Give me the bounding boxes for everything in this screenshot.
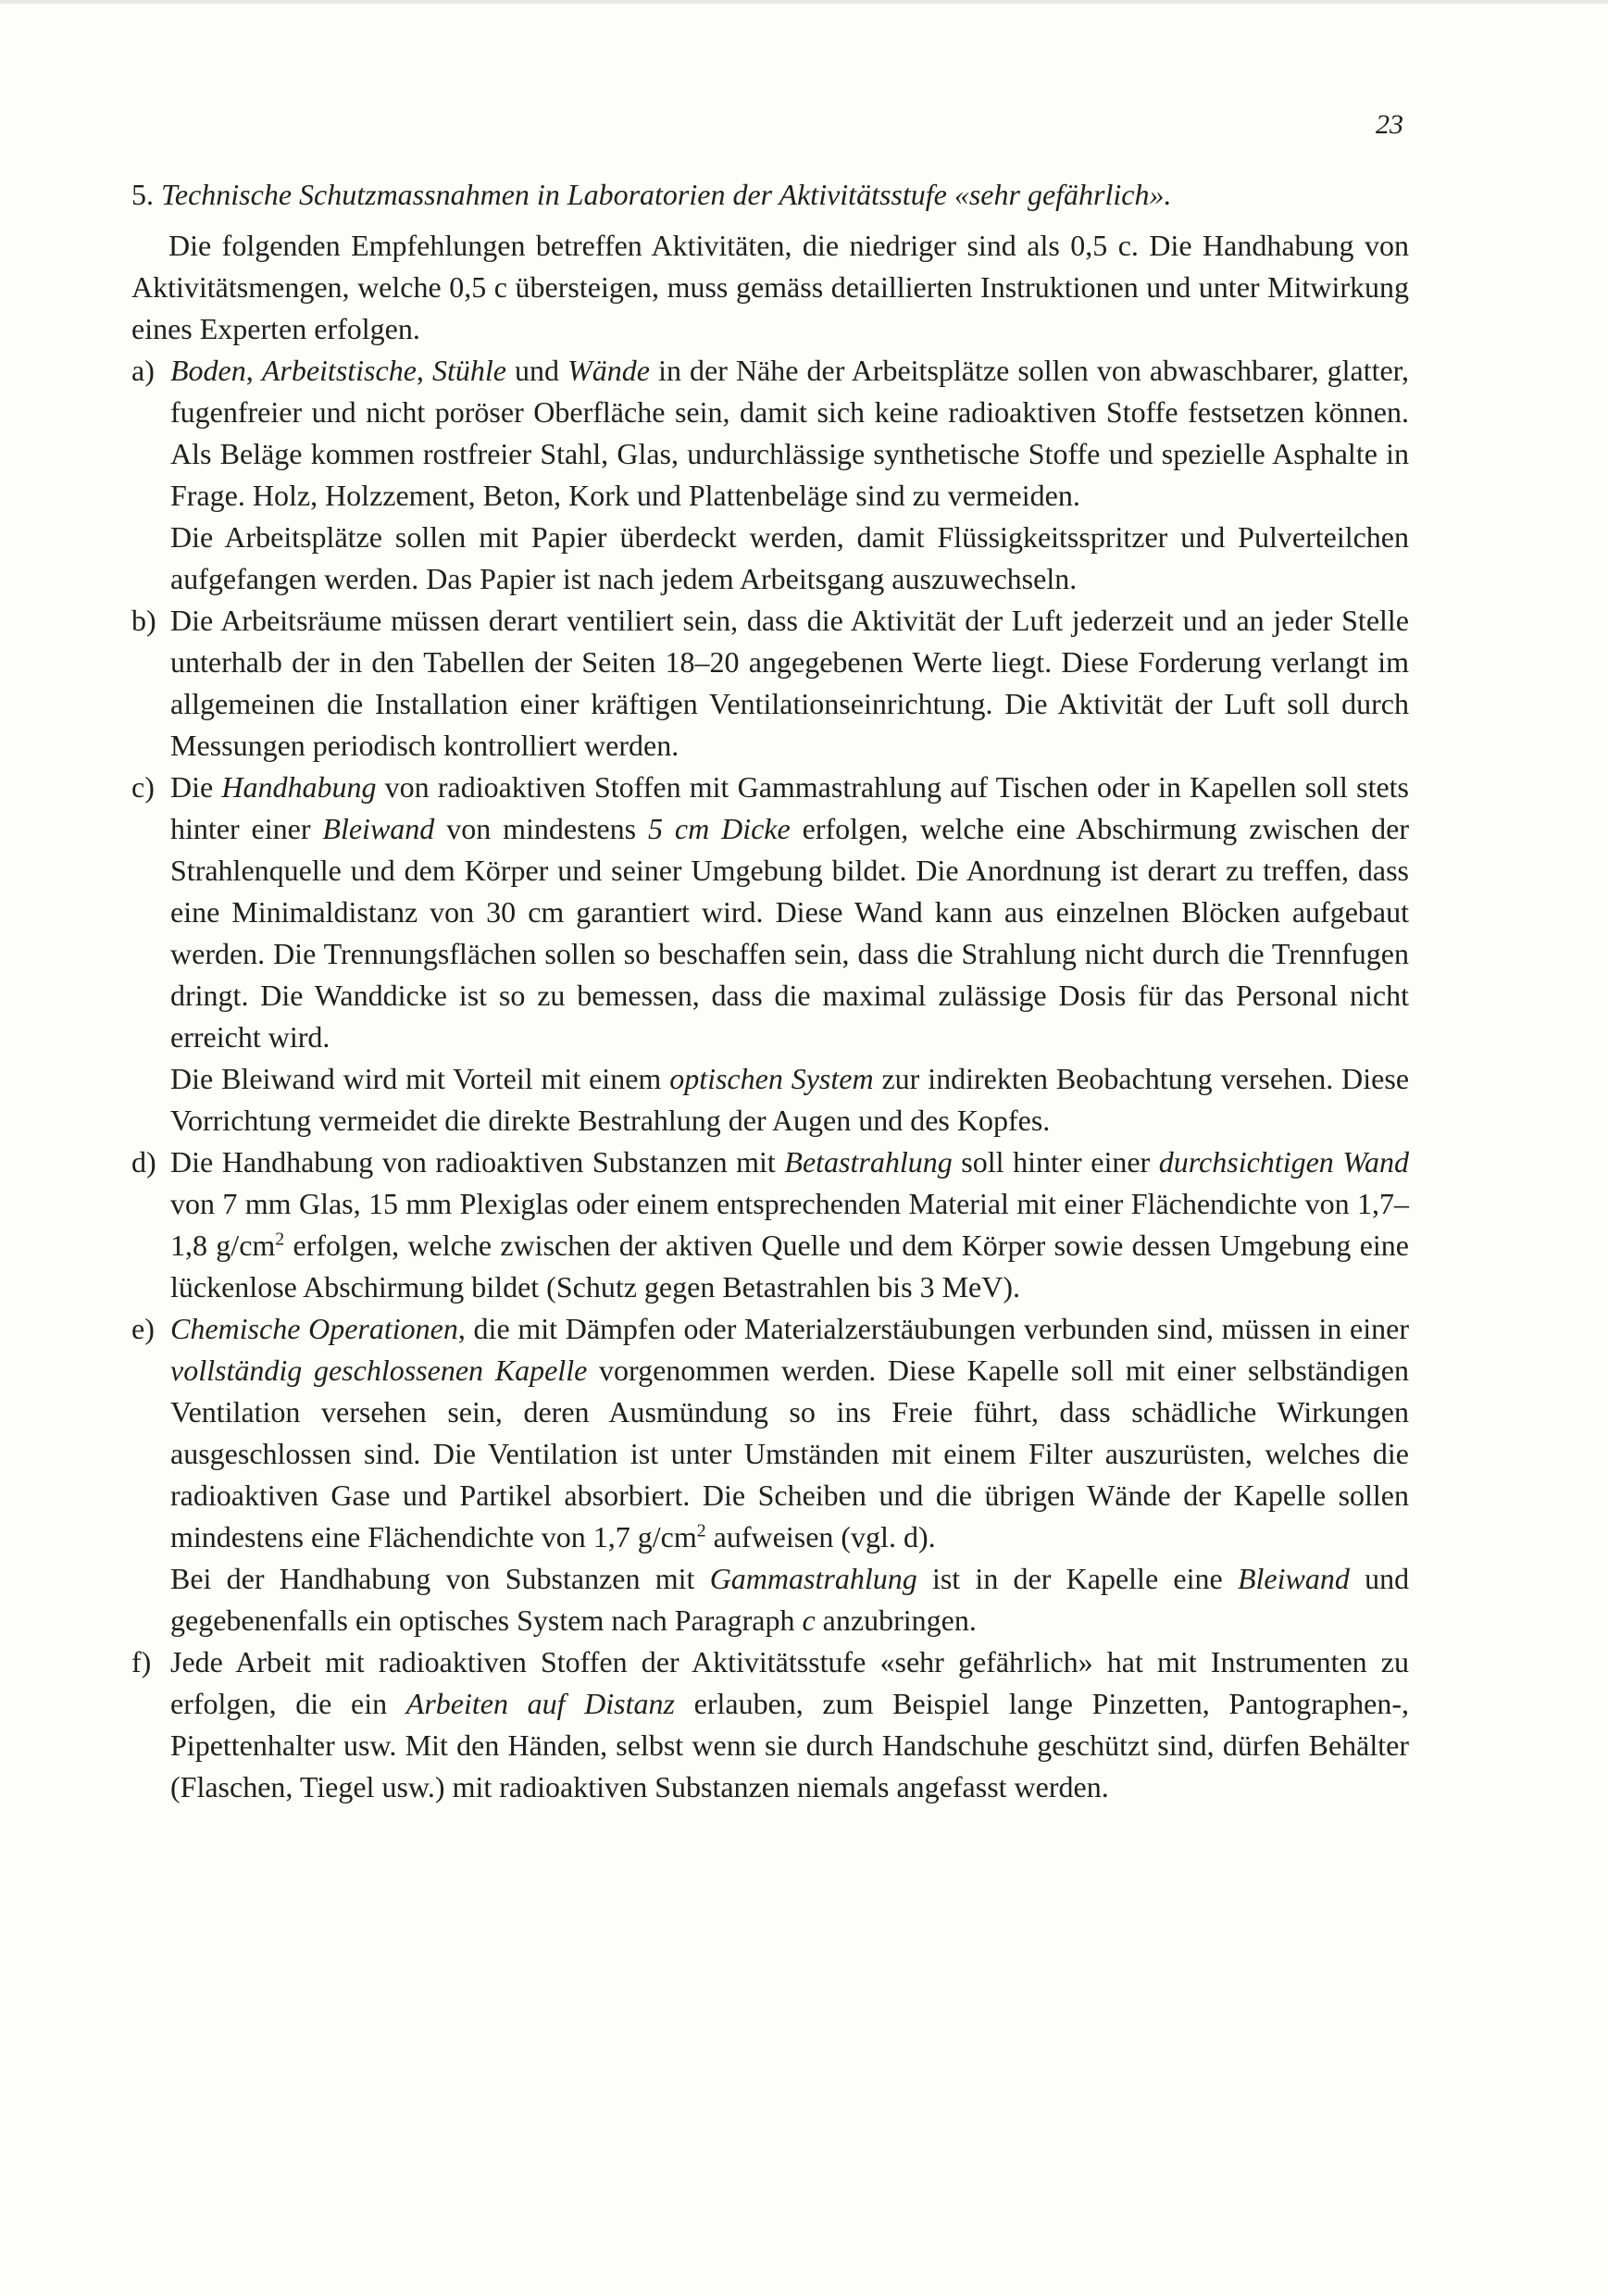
item-d-text: von 7 mm Glas, 15 mm Plexiglas oder einem entsprechenden Material mit einer Flächendichte von 1,7–1,8 g/cm [170,1187,1409,1262]
item-a-term: Stühle [431,354,506,387]
section-title: Technische Schutzmassnahmen in Laboratorien der Aktivitätsstufe «sehr gefährlich». [161,178,1172,211]
item-a-text: , [245,354,254,387]
list-item-c [131,767,1409,1142]
item-e-paragraph-2 [170,1558,1409,1641]
list-item-e [131,1308,1409,1641]
item-e-text: ist in der Kapelle eine [931,1562,1223,1595]
item-e-text: vorgenommen werden. Diese Kapelle soll mit einer selbständigen Ventilation versehen sein, deren Ausmündung so ins Freie führt, dass schädliche Wirkungen ausgeschlossen sind. Die Ventilation ist unter Umständen mit einem Filter auszurüsten, welches die radioaktiven Gase und Partikel absorbiert. Die Scheiben und die übrigen Wände der Kapelle sollen mindestens eine Flächendichte von 1,7 g/cm [170,1354,1409,1554]
item-c-term: Bleiwand [322,812,435,845]
item-a-text: in der Nähe der Arbeitsplätze sollen von abwaschbarer, glatter, fugenfreier und nicht poröser Oberfläche sein, damit sich keine radioaktiven Stoffe festsetzen können. Als Beläge kommen rostfreier Stahl, Glas, undurchlässige synthetische Stoffe und spezielle Asphalte in Frage. Holz, Holzzement, Beton, Kork und Plattenbeläge sind zu vermeiden. [170,354,1410,512]
item-e-text: Bei der Handhabung von Substanzen mit [170,1562,695,1595]
item-a-paragraph-1 [170,350,1409,517]
section-heading [131,174,1409,216]
list-item-a [131,350,1409,600]
item-c-term: optischen System [669,1062,874,1095]
page-body [131,174,1409,1808]
item-c-term: Handhabung [221,770,377,804]
superscript: 2 [696,1520,706,1541]
page-number: 23 [1376,109,1403,140]
list-item-f [131,1641,1409,1808]
item-c-text: zur indirekten Beobachtung versehen. Diese Vorrichtung vermeidet die direkte Bestrahlung der Augen und des Kopfes. [170,1062,1410,1137]
item-c-paragraph-2 [170,1058,1409,1142]
list-label-c: c) [131,770,155,804]
item-f-term: Arbeiten auf Distanz [405,1687,675,1720]
list-item-b [131,600,1409,767]
item-f-paragraph [170,1641,1409,1808]
item-d-text: erfolgen, welche zwischen der aktiven Quelle und dem Körper sowie dessen Umgebung eine lückenlose Abschirmung bildet (Schutz gegen Betastrahlen bis 3 MeV). [170,1229,1410,1304]
list-item-d [131,1142,1409,1308]
item-a-text: und [515,354,560,387]
item-e-paragraph-1 [170,1308,1409,1558]
item-e-text: anzubringen. [822,1603,977,1637]
item-e-term: c [802,1603,816,1637]
item-c-text: Die [170,770,214,804]
intro-paragraph: Die folgenden Empfehlungen betreffen Aktivitäten, die niedriger sind als 0,5 c. Die Handhabung von Aktivitätsmengen, welche 0,5 c übersteigen, muss gemäss detaillierten Instruktionen und unter Mitwirkung eines Experten erfolgen. [131,229,1409,345]
item-a-text: , [416,354,424,387]
item-a-paragraph-2: Die Arbeitsplätze sollen mit Papier überdeckt werden, damit Flüssigkeitsspritzer und Pulverteilchen aufgefangen werden. Das Papier ist nach jedem Arbeitsgang auszuwechseln. [170,520,1409,595]
item-e-text: aufweisen (vgl. d). [713,1520,936,1554]
item-e-text: und gegebenenfalls ein optisches System nach Paragraph [170,1562,1410,1637]
item-c-paragraph-1 [170,767,1409,1058]
item-c-text: von radioaktiven Stoffen mit Gammastrahlung auf Tischen oder in Kapellen soll stets hinter einer [170,770,1409,845]
item-d-text: soll hinter einer [961,1145,1151,1179]
list-label-b: b) [131,604,156,637]
item-c-term: 5 cm Dicke [647,812,791,845]
page-top-edge [0,0,1608,4]
list-label-e: e) [131,1312,155,1345]
item-e-term: vollständig geschlossenen Kapelle [170,1354,588,1387]
item-d-text: Die Handhabung von radioaktiven Substanzen mit [170,1145,776,1179]
item-e-term: Gammastrahlung [709,1562,917,1595]
section-number: 5. [131,178,154,211]
list-label-f: f) [131,1645,152,1678]
item-c-text: Die Bleiwand wird mit Vorteil mit einem [170,1062,662,1095]
item-e-term: Bleiwand [1237,1562,1350,1595]
item-a-term: Arbeitstische [261,354,417,387]
item-f-text: Jede Arbeit mit radioaktiven Stoffen der Aktivitätsstufe «sehr gefährlich» hat mit Instrumenten zu erfolgen, die ein [170,1645,1409,1720]
item-a-term: Wände [567,354,650,387]
item-f-text: erlauben, zum Beispiel lange Pinzetten, Pantographen-, Pipettenhalter usw. Mit den Händen, selbst wenn sie durch Handschuhe geschützt sind, dürfen Behälter (Flaschen, Tiegel usw.) mit radioaktiven Substanzen niemals angefasst werden. [170,1687,1409,1803]
item-c-text: von mindestens [446,812,637,845]
list-label-a: a) [131,354,155,387]
superscript: 2 [275,1229,285,1250]
item-e-term: Chemische Operationen [170,1312,458,1345]
list-label-d: d) [131,1145,156,1179]
item-d-term: Betastrahlung [784,1145,953,1179]
item-d-term: durchsichtigen Wand [1158,1145,1410,1179]
item-a-term: Boden [170,354,246,387]
item-e-text: , die mit Dämpfen oder Materialzerstäubungen verbunden sind, müssen in einer [457,1312,1410,1345]
item-c-text: erfolgen, welche eine Abschirmung zwischen der Strahlenquelle und dem Körper und seiner Umgebung bildet. Die Anordnung ist derart zu treffen, dass eine Minimaldistanz von 30 cm garantiert wird. Diese Wand kann aus einzelnen Blöcken aufgebaut werden. Die Trennungsflächen sollen so beschaffen sein, dass die Strahlung nicht durch die Trennfugen dringt. Die Wanddicke ist so zu bemessen, dass die maximal zulässige Dosis für das Personal nicht erreicht wird. [170,812,1410,1054]
item-b-paragraph: Die Arbeitsräume müssen derart ventiliert sein, dass die Aktivität der Luft jederzeit und an jeder Stelle unterhalb der in den Tabellen der Seiten 18–20 angegebenen Werte liegt. Diese Forderung verlangt im allgemeinen die Installation einer kräftigen Ventilationseinrichtung. Die Aktivität der Luft soll durch Messungen periodisch kontrolliert werden. [170,604,1409,762]
item-d-paragraph [170,1142,1409,1308]
